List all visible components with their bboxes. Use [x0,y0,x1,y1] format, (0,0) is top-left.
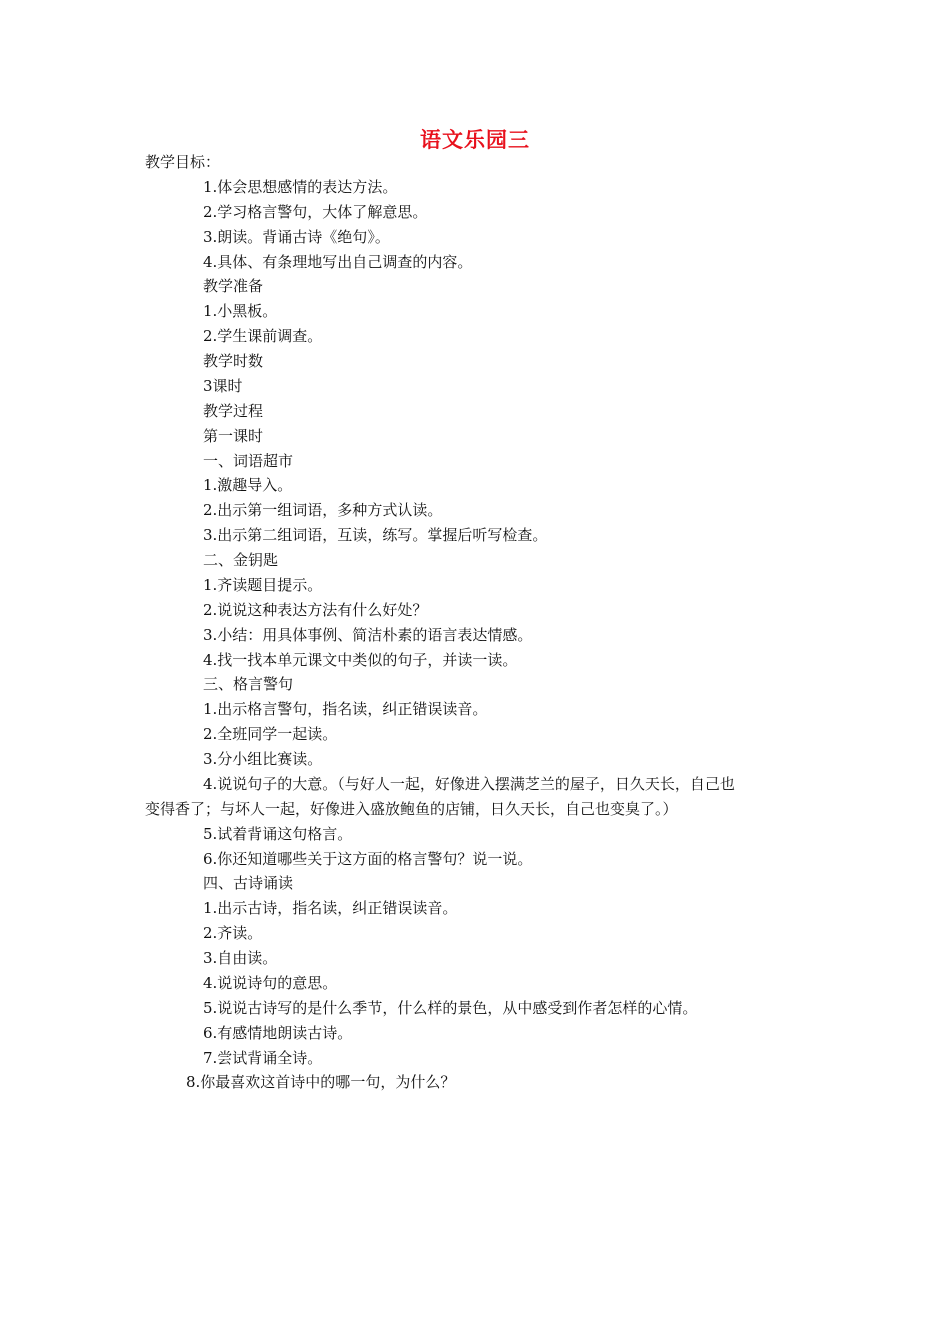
text-line: 7.尝试背诵全诗。 [203,1049,323,1067]
text-line: 5.说说古诗写的是什么季节，什么样的景色，从中感受到作者怎样的心情。 [203,999,698,1017]
text-line: 3课时 [203,377,243,395]
section-heading: 教学准备 [203,277,264,295]
text-line: 教学目标： [145,153,221,171]
text-line: 1.激趣导入。 [203,476,293,494]
text-line: 3.小结：用具体事例、简洁朴素的语言表达情感。 [203,626,533,644]
text-line: 2.全班同学一起读。 [203,725,338,743]
text-line: 4.说说诗句的意思。 [203,974,338,992]
text-line: 2.学生课前调查。 [203,327,323,345]
text-line: 1.出示古诗，指名读，纠正错误读音。 [203,899,458,917]
text-line: 1.出示格言警句，指名读，纠正错误读音。 [203,700,488,718]
text-line: 3.自由读。 [203,949,278,967]
text-line: 4.说说句子的大意。（与好人一起，好像进入摆满芝兰的屋子，日久天长，自己也 [203,775,735,793]
section-heading: 第一课时 [203,427,264,445]
text-line: 2.齐读。 [203,924,263,942]
text-line: 4.具体、有条理地写出自己调查的内容。 [203,253,473,271]
text-line: 2.说说这种表达方法有什么好处？ [203,601,428,619]
text-line: 变得香了；与坏人一起，好像进入盛放鲍鱼的店铺，日久天长，自己也变臭了。） [145,800,678,818]
text-line: 8.你最喜欢这首诗中的哪一句，为什么？ [186,1073,456,1091]
section-heading: 教学时数 [203,352,264,370]
text-line: 1.体会思想感情的表达方法。 [203,178,398,196]
text-line: 1.小黑板。 [203,302,278,320]
text-line: 4.找一找本单元课文中类似的句子，并读一读。 [203,651,518,669]
section-heading: 一、词语超市 [203,452,294,470]
text-line: 1.齐读题目提示。 [203,576,323,594]
document-title: 语文乐园三 [420,128,530,152]
text-line: 6.有感情地朗读古诗。 [203,1024,353,1042]
text-line: 3.分小组比赛读。 [203,750,323,768]
text-line: 5.试着背诵这句格言。 [203,825,353,843]
text-line: 2.出示第一组词语，多种方式认读。 [203,501,443,519]
section-heading: 教学过程 [203,402,264,420]
section-heading: 四、古诗诵读 [203,874,294,892]
text-line: 6.你还知道哪些关于这方面的格言警句？说一说。 [203,850,533,868]
text-line: 2.学习格言警句，大体了解意思。 [203,203,428,221]
text-line: 3.朗读。背诵古诗《绝句》。 [203,228,390,246]
section-heading: 二、金钥匙 [203,551,279,569]
section-heading: 三、格言警句 [203,675,294,693]
text-line: 3.出示第二组词语，互读，练写。掌握后听写检查。 [203,526,548,544]
